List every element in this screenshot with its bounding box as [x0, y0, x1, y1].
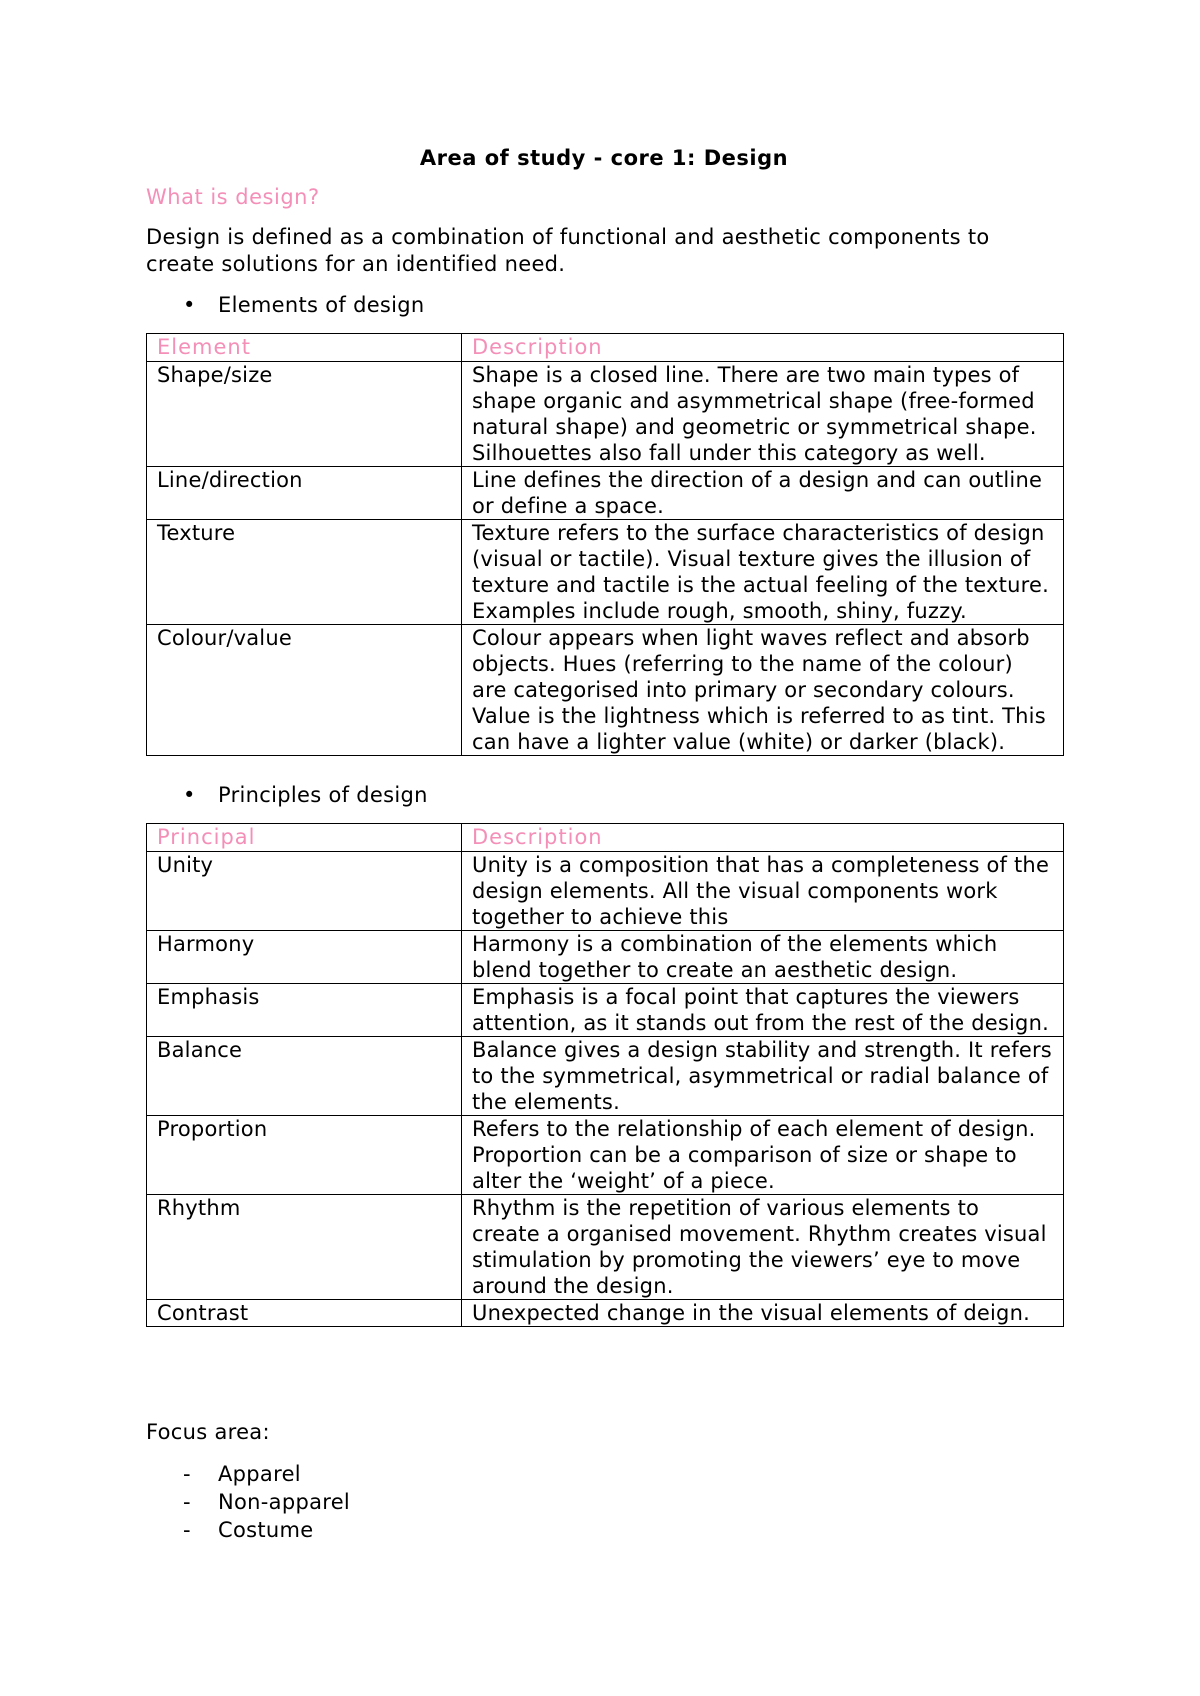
elements-header-description: Description — [462, 334, 1064, 362]
table-row — [147, 1116, 1064, 1195]
focus-area-label: Focus area: — [146, 1420, 270, 1444]
elements-header-row — [147, 334, 1064, 362]
table-row — [147, 984, 1064, 1037]
table-row — [147, 931, 1064, 984]
elements-bullet-label: Elements of design — [218, 293, 425, 317]
principle-description: Harmony is a combination of the elements which blend together to create an aesthetic design. — [462, 931, 1064, 984]
principles-header-description: Description — [462, 824, 1064, 852]
principles-header-principal: Principal — [147, 824, 462, 852]
principle-name: Harmony — [147, 931, 462, 984]
element-description-cell — [462, 520, 1064, 625]
bullet-icon: • — [183, 293, 196, 317]
principle-description: Refers to the relationship of each element of design. Proportion can be a comparison of size or shape to alter the ‘weight’ of a piece. — [462, 1116, 1064, 1195]
table-row — [147, 520, 1064, 625]
section-heading: What is design? — [146, 185, 320, 209]
list-item — [146, 1488, 1062, 1516]
dash-icon: - — [183, 1518, 191, 1542]
element-description: Colour appears when light waves reflect and absorb objects. Hues (referring to the name of the colour) are categorised into primary or secondary colours. Value is the lightness which is referred to as tint. This can have a lighter value (white) or darker (black). — [462, 625, 1064, 756]
element-description: Line defines the direction of a design and can outline or define a space. — [462, 467, 1064, 520]
element-description: Shape is a closed line. There are two main types of shape organic and asymmetrical shape (free-formed natural shape) and geometric or symmetrical shape. Silhouettes also fall under this category as well. — [462, 362, 1064, 467]
principle-description: Unity is a composition that has a completeness of the design elements. All the visual components work together to achieve this — [462, 852, 1064, 931]
principle-name: Emphasis — [147, 984, 462, 1037]
table-row — [147, 1037, 1064, 1116]
list-item — [146, 1516, 1062, 1544]
principle-name: Proportion — [147, 1116, 462, 1195]
intro-paragraph: Design is defined as a combination of functional and aesthetic components to create solutions for an identified need. — [146, 225, 990, 276]
focus-area-list — [146, 1460, 1062, 1544]
list-item-label: Apparel — [218, 1462, 301, 1486]
element-description: Texture refers to the surface characteristics of design (visual or tactile). Visual texture gives the illusion of texture and tactile is the actual feeling of the texture. — [472, 521, 1049, 597]
principle-name: Unity — [147, 852, 462, 931]
element-name: Texture — [147, 520, 462, 625]
table-row — [147, 852, 1064, 931]
principle-name: Contrast — [147, 1300, 462, 1327]
elements-bullet — [146, 292, 1062, 319]
principles-bullet — [146, 782, 1062, 809]
bullet-icon: • — [183, 783, 196, 807]
principle-name: Rhythm — [147, 1195, 462, 1300]
table-row — [147, 467, 1064, 520]
principles-table — [146, 823, 1064, 1327]
table-row — [147, 1195, 1064, 1300]
principles-header-row — [147, 824, 1064, 852]
list-item-label: Non-apparel — [218, 1490, 351, 1514]
table-row — [147, 1300, 1064, 1327]
dash-icon: - — [183, 1490, 191, 1514]
list-item-label: Costume — [218, 1518, 314, 1542]
element-name: Shape/size — [147, 362, 462, 467]
elements-table — [146, 333, 1064, 756]
principle-description: Rhythm is the repetition of various elements to create a organised movement. Rhythm creates visual stimulation by promoting the viewers’ eye to move around the design. — [462, 1195, 1064, 1300]
principle-description: Balance gives a design stability and strength. It refers to the symmetrical, asymmetrical or radial balance of the elements. — [462, 1037, 1064, 1116]
document-page — [146, 140, 1062, 1544]
element-name: Line/direction — [147, 467, 462, 520]
table-row — [147, 625, 1064, 756]
element-name: Colour/value — [147, 625, 462, 756]
table-row — [147, 362, 1064, 467]
list-item — [146, 1460, 1062, 1488]
principle-description: Emphasis is a focal point that captures the viewers attention, as it stands out from the rest of the design. — [462, 984, 1064, 1037]
page-title: Area of study - core 1: Design — [419, 146, 789, 170]
elements-header-element: Element — [147, 334, 462, 362]
principle-description: Unexpected change in the visual elements of deign. — [462, 1300, 1064, 1327]
principle-name: Balance — [147, 1037, 462, 1116]
element-description-examples: Examples include rough, smooth, shiny, fuzzy. — [472, 599, 967, 623]
dash-icon: - — [183, 1462, 191, 1486]
principles-bullet-label: Principles of design — [218, 783, 428, 807]
